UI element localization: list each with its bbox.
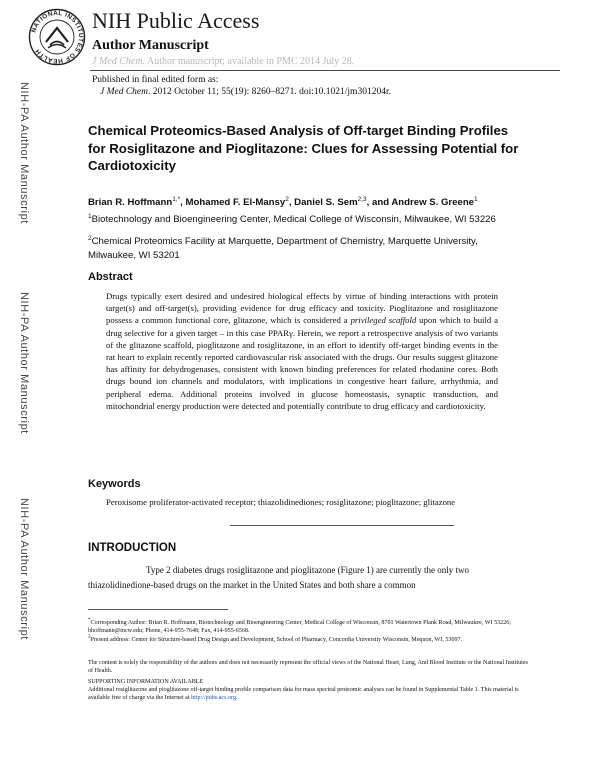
header-subtitle: Author Manuscript (92, 38, 209, 53)
author-name: Mohamed F. El-Mansy (185, 197, 286, 209)
citation (100, 87, 391, 97)
supporting-info-heading: SUPPORTING INFORMATION AVAILABLE (88, 679, 204, 685)
header-availability (92, 56, 354, 67)
citation-details: . 2012 October 11; 55(19): 8260–8271. doi:10.1021/jm301204r. (148, 87, 391, 97)
header-divider (90, 70, 560, 71)
author-affiliation-mark: 2 (285, 196, 289, 203)
author-list: Brian R. Hoffmann$^{1,*}$, Mohamed F. El-Mansy$^2$, Daniel S. Sem$^{2,3}$, and Andrew S. Greene$^1$ (88, 196, 478, 209)
abstract-text: Drugs typically exert desired and undesired biological effects by virtue of binding interactions with protein target(s) and off-target(s), providing evidence for drug efficacy and toxicity. Pioglitazone and rosiglitazone possess a common functional core, glitazone, which is considered a privileged scaffold upon which to build a drug selective for a given target – in this case PPARγ. Herein, we report a retrospective analysis of two variants of the glitazone scaffold, pioglitazone and rosiglitazone, in an effort to identify off-target binding events in the rat heart to explain recently reported cardiovascular risk associated with the drugs. Our results suggest glitazone has affinity for dehydrogenases, consistent with known binding preferences for related rhodanine cores. Both drugs bound ion channels and modulators, with implications in congestive heart failure, arrhythmia, and peripheral edema. Additional proteins involved in glucose homeostasis, synaptic transduction, and mitochondrial energy production were detected and potentially contribute to drug efficacy and cardiotoxicity. (106, 291, 498, 411)
citation-journal: J Med Chem (100, 87, 149, 97)
keywords-heading: Keywords (88, 478, 141, 490)
introduction-text: Type 2 diabetes drugs rosiglitazone and pioglitazone (Figure 1) are currently the only two thiazolidinedione-based drugs on the market in the United States and both share a common (88, 565, 470, 590)
logo-ring-text: NATIONAL INSTITUTES OF HEALTH (30, 9, 85, 65)
author-affiliation-mark: 1 (474, 196, 478, 203)
section-divider (230, 525, 454, 526)
header-title: NIH Public Access (92, 8, 260, 33)
footnote-divider (88, 609, 228, 610)
affiliation: $^1$Biotechnology and Bioengineering Center, Medical College of Wisconsin, Milwaukee, WI 53226 (88, 213, 496, 226)
supporting-info-link[interactable]: http://pubs.acs.org (191, 695, 237, 702)
author-affiliation-mark: 2,3 (357, 196, 367, 203)
side-label-top: NIH-PA Author Manuscript (18, 82, 30, 224)
author-name: Daniel S. Sem (294, 197, 358, 209)
side-label-bottom: NIH-PA Author Manuscript (18, 498, 30, 640)
header-journal-name: J Med Chem. (92, 56, 146, 67)
introduction-heading: INTRODUCTION (88, 542, 177, 554)
supporting-info-text: Additional rosiglitazone and pioglitazone off-target binding profile comparison data for mass spectral proteomic analyses can be found in Supplemental Table 1. This material is available free of charge via the Internet at http://pubs.acs.org. (88, 687, 519, 702)
author-affiliation-mark: 1,* (172, 196, 181, 203)
published-label: Published in final edited form as: (92, 75, 219, 85)
keywords-text: Peroxisome proliferator-activated receptor; thiazolidinediones; rosiglitazone; pioglitazone; glitazone (106, 497, 456, 507)
affiliation: $^2$Chemical Proteomics Facility at Marquette, Department of Chemistry, Marquette University, Milwaukee, WI 53201 (88, 235, 478, 262)
article-title: Chemical Proteomics-Based Analysis of Off-target Binding Profiles for Rosiglitazone and Pioglitazone: Clues for Assessing Potential for Cardiotoxicity (88, 123, 519, 173)
author-name: Andrew S. Greene (391, 197, 475, 209)
footnote-disclaimer: The content is solely the responsibility of the authors and does not necessarily represent the official views of the National Heart, Lung, And Blood Institute or the National Institutes of Health. (88, 660, 528, 675)
header-availability-text: Author manuscript; available in PMC 2014 July 28. (145, 56, 355, 67)
footnote-present-address: $^3$Present address: Center for Structure-based Drug Design and Development, School of Pharmacy, Concordia University Wisconsin, Mequon, WI, 53097. (88, 635, 463, 644)
nih-logo (28, 8, 86, 66)
footnote-corresponding-author: *Corresponding Author: Brian R. Hoffmann, Biotechnology and Bioengineering Center, Medical College of Wisconsin, 8701 Watertown Plank Road, Milwaukee, WI 53226; bhoffmann@mcw.edu; Phone, 414-955-7648; Fax, 414-955-6568. (88, 618, 511, 635)
abstract-heading: Abstract (88, 271, 133, 283)
author-name: Brian R. Hoffmann (88, 197, 173, 209)
side-label-middle: NIH-PA Author Manuscript (18, 292, 30, 434)
